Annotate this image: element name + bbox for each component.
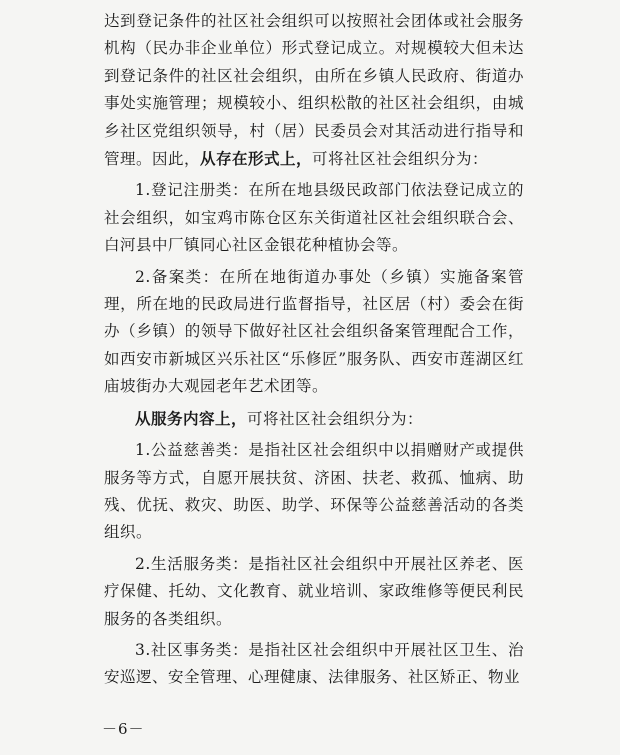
bold-heading-service-content: 从服务内容上，	[135, 408, 248, 428]
paragraph-text: 2.生活服务类：是指社区社会组织中开展社区养老、医疗保健、托幼、文化教育、就业培训、家政维修等便民利民服务的各类组织。	[104, 554, 524, 628]
paragraph-community-affairs-type	[104, 637, 524, 692]
paragraph-charity-type	[104, 437, 524, 547]
paragraph-text: 可将社区社会组织分为：	[312, 150, 489, 169]
paragraph-registered-type	[104, 177, 524, 259]
paragraph-text: 1.公益慈善类：是指社区社会组织中以捐赠财产或提供服务等方式，自愿开展扶贫、济困、扶老、救孤、恤病、助残、优抚、救灾、助医、助学、环保等公益慈善活动的各类组织。	[104, 441, 524, 542]
paragraph-life-service-type	[104, 551, 524, 633]
paragraph-filing-type	[104, 264, 524, 401]
paragraph-text: 2.备案类：在所在地街道办事处（乡镇）实施备案管理，所在地的民政局进行监督指导，社区居（村）委会在街办（乡镇）的领导下做好社区社会组织备案管理配合工作，如西安市新城区兴乐社区“乐修匠”服务队、西安市莲湖区红庙坡街办大观园老年艺术团等。	[104, 267, 524, 396]
paragraph-text: 可将社区社会组织分为：	[247, 409, 424, 428]
bold-heading-existence-form: 从存在形式上，	[200, 149, 313, 169]
paragraph-text: 达到登记条件的社区社会组织可以按照社会团体或社会服务机构（民办非企业单位）形式登记成立。对规模较大但未达到登记条件的社区社会组织，由所在乡镇人民政府、街道办事处实施管理；规模较小、组织松散的社区社会组织，由城乡社区党组织领导，村（居）民委员会对其活动进行指导和管理。因此，	[104, 12, 524, 169]
paragraph-text: 1.登记注册类：在所在地县级民政部门依法登记成立的社会组织，如宝鸡市陈仓区东关街道社区社会组织联合会、白河县中厂镇同心社区金银花种植协会等。	[104, 181, 524, 255]
paragraph-registration-intro	[104, 8, 524, 173]
paragraph-service-content-heading	[104, 405, 524, 433]
body-text	[104, 8, 524, 696]
paragraph-text: 3.社区事务类：是指社区社会组织中开展社区卫生、治安巡逻、安全管理、心理健康、法律服务、社区矫正、物业	[104, 640, 524, 687]
page-number: －6－	[102, 720, 145, 738]
